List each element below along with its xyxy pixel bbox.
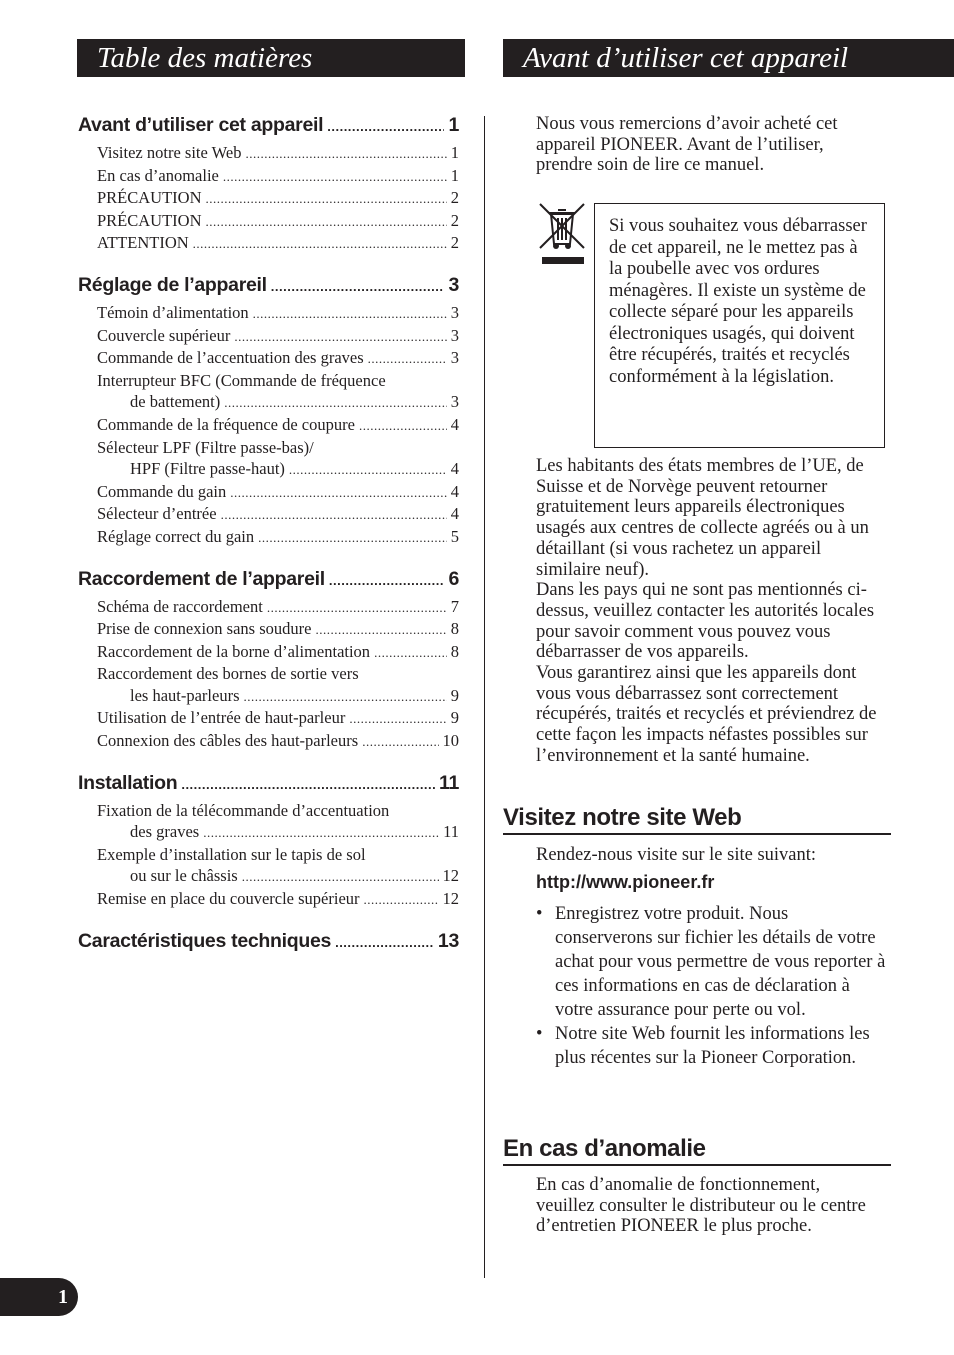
website-url-link[interactable]: http://www.pioneer.fr (536, 872, 715, 892)
toc-entry[interactable] (78, 165, 459, 188)
toc-leader-dots (244, 686, 447, 708)
toc-entry-title: Utilisation de l’entrée de haut-parleur (97, 708, 346, 728)
toc-entry[interactable] (78, 821, 459, 844)
toc-leader-dots (315, 619, 446, 641)
toc-leader-dots (181, 772, 435, 798)
toc-leader-dots (203, 822, 439, 844)
toc-leader-dots (267, 597, 447, 619)
toc-page-number: 4 (450, 414, 459, 434)
toc-leader-dots (230, 482, 447, 504)
toc-leader-dots (271, 274, 445, 300)
toc-page-number: 2 (450, 210, 459, 230)
toc-entry-title: Remise en place du couvercle supérieur (97, 889, 360, 909)
toc-page-number: 3 (450, 325, 459, 345)
toc-leader-dots (253, 303, 447, 325)
toc-leader-dots (327, 114, 444, 140)
toc-leader-dots (221, 504, 447, 526)
toc-entry[interactable] (78, 641, 459, 664)
toc-entry-line[interactable]: Raccordement des bornes de sortie vers (97, 664, 359, 684)
toc-entry-title: Commande du gain (97, 481, 227, 501)
toc-leader-dots (349, 708, 446, 730)
toc-entry[interactable] (78, 526, 459, 549)
toc-heading-title: Avant d’utiliser cet appareil (78, 114, 324, 136)
toc-entry-title: Couvercle supérieur (97, 325, 231, 345)
toc-section-heading[interactable] (78, 928, 459, 956)
toc-entry-title: Réglage correct du gain (97, 526, 255, 546)
toc-leader-dots (359, 415, 447, 437)
section-banner: Avant d’utiliser cet appareil (503, 39, 954, 77)
intro-paragraph: Nous vous remercions d’avoir acheté cet appareil PIONEER. Avant de l’utiliser, prendre soin de lire ce manuel. (536, 114, 838, 176)
eu-paragraph: Dans les pays qui ne sont pas mentionnés ci-dessus, veuillez contacter les autorités locales pour savoir comment vous pouvez vous débarrasser de vos appareils. (536, 580, 875, 663)
toc-entry-title: HPF (Filtre passe-haut) (130, 459, 285, 479)
toc-leader-dots (206, 211, 447, 233)
toc-leader-dots (206, 188, 447, 210)
toc-page-number: 13 (437, 929, 459, 952)
toc-entry[interactable] (78, 685, 459, 708)
toc-entry[interactable] (78, 707, 459, 730)
toc-page-number: 8 (450, 641, 459, 661)
toc-entry-title: Raccordement de la borne d’alimentation (97, 641, 371, 661)
toc-leader-dots (289, 459, 447, 481)
toc-heading-title: Caractéristiques techniques (78, 929, 332, 952)
toc-entry[interactable] (78, 618, 459, 641)
toc-entry-title: PRÉCAUTION (97, 210, 202, 230)
toc-section-heading[interactable] (78, 272, 459, 300)
toc-page-number: 1 (450, 165, 459, 185)
toc-entry[interactable] (78, 730, 459, 753)
toc-page-number: 9 (450, 685, 459, 705)
heading-website: Visitez notre site Web (503, 803, 891, 835)
toc-entry-title: Commande de l’accentuation des graves (97, 348, 364, 368)
toc-section (78, 272, 459, 549)
toc-heading-title: Installation (78, 771, 178, 794)
toc-section (78, 112, 459, 255)
toc-section (78, 928, 459, 956)
toc-banner: Table des matières (77, 39, 465, 77)
toc-page-number: 3 (450, 348, 459, 368)
toc-entry[interactable] (78, 142, 459, 165)
toc-entry[interactable] (78, 458, 459, 481)
toc-page-number: 4 (450, 504, 459, 524)
toc-section (78, 566, 459, 753)
toc-leader-dots (242, 866, 439, 888)
toc-entry-title: Connexion des câbles des haut-parleurs (97, 731, 359, 751)
toc-leader-dots (329, 568, 445, 594)
toc-entry-title: PRÉCAUTION (97, 188, 202, 208)
toc-page-number: 11 (443, 822, 459, 842)
toc-leader-dots (193, 233, 447, 255)
toc-leader-dots (374, 642, 447, 664)
toc-entry-line[interactable]: Interrupteur BFC (Commande de fréquence (97, 370, 386, 390)
toc-entry-title: Visitez notre site Web (97, 143, 242, 162)
eu-disposal-text (536, 456, 886, 767)
toc-entry[interactable] (78, 210, 459, 233)
toc-entry-title: Commande de la fréquence de coupure (97, 414, 355, 434)
column-divider (484, 116, 485, 1278)
toc-page-number: 3 (450, 302, 459, 322)
eu-paragraph: Vous garantirez ainsi que les appareils dont vous vous débarrassez sont correctement récupérés, traités et recyclés et préviendrez de cette façon les impacts néfastes possibles sur l’environnement et la santé humaine. (536, 663, 877, 766)
toc-entry-title: Prise de connexion sans soudure (97, 619, 312, 639)
toc-entry-title: En cas d’anomalie (97, 165, 219, 185)
toc-entry[interactable] (78, 865, 459, 888)
toc-leader-dots (224, 392, 446, 414)
heading-anomalie: En cas d’anomalie (503, 1134, 891, 1166)
toc-entry-title: de battement) (130, 392, 221, 412)
toc-entry[interactable] (78, 347, 459, 370)
toc-page-number: 4 (450, 459, 459, 479)
toc-leader-dots (364, 889, 439, 911)
toc-leader-dots (368, 348, 447, 370)
website-intro: Rendez-nous visite sur le site suivant: (536, 845, 817, 865)
toc-leader-dots (362, 731, 438, 753)
toc-entry-title: des graves (130, 822, 200, 842)
page-number: 1 (0, 1278, 78, 1316)
toc-entry[interactable] (78, 325, 459, 348)
toc-page-number: 7 (450, 596, 459, 616)
toc-heading-title: Réglage de l’appareil (78, 273, 267, 296)
toc-entry[interactable] (78, 302, 459, 325)
toc-entry-title: Schéma de raccordement (97, 596, 263, 616)
toc-leader-dots (335, 930, 434, 956)
toc-entry[interactable] (78, 187, 459, 210)
toc-entry[interactable] (78, 503, 459, 526)
toc-entry[interactable] (78, 596, 459, 619)
toc-entry[interactable] (78, 414, 459, 437)
toc-entry[interactable] (78, 481, 459, 504)
toc-heading-title: Raccordement de l’appareil (78, 567, 325, 590)
toc-section-heading[interactable] (78, 112, 459, 140)
eu-paragraph: Les habitants des états membres de l’UE, de Suisse et de Norvège peuvent retourner gratuitement leurs appareils électroniques usagés aux centres de collecte agréés ou à un détaillant (si vous rachetez un appareil similaire neuf). (536, 456, 869, 580)
toc-page-number: 2 (450, 233, 459, 253)
toc-page-number: 2 (450, 188, 459, 208)
toc-entry[interactable] (78, 232, 459, 255)
toc-entry-title: ou sur le châssis (130, 866, 238, 886)
toc-leader-dots (258, 527, 447, 549)
toc-section-heading[interactable] (78, 566, 459, 594)
toc-entry-title: ATTENTION (97, 233, 189, 253)
website-bullet-list (536, 902, 888, 1070)
toc-page-number: 10 (442, 731, 459, 751)
toc-page-number: 3 (450, 392, 459, 412)
toc-entry[interactable] (78, 888, 459, 911)
toc-page-number: 5 (450, 526, 459, 546)
toc-page-number: 3 (448, 273, 459, 296)
toc-page-number: 4 (450, 481, 459, 501)
toc-page-number: 1 (450, 143, 459, 162)
toc-page-number: 11 (438, 771, 459, 794)
table-of-contents (78, 112, 459, 973)
anomalie-paragraph: En cas d’anomalie de fonctionnement, veuillez consulter le distributeur ou le centre d’entretien PIONEER le plus proche. (536, 1175, 866, 1237)
toc-page-number: 8 (450, 619, 459, 639)
toc-entry-title: les haut-parleurs (130, 685, 240, 705)
toc-entry[interactable] (78, 391, 459, 414)
toc-leader-dots (245, 143, 446, 165)
toc-page-number: 1 (448, 114, 459, 136)
toc-entry-title: Témoin d’alimentation (97, 302, 249, 322)
toc-page-number: 12 (442, 866, 459, 886)
disposal-notice-box: Si vous souhaitez vous débarrasser de cet appareil, ne le mettez pas à la poubelle avec vos ordures ménagères. Il existe un système de collecte séparé pour les appareils électroniques usagés, qui doivent être récupérés, traités et recyclés conformément à la législation. (594, 203, 885, 448)
list-item: • Notre site Web fournit les informations les plus récentes sur la Pioneer Corporation. (536, 1022, 888, 1070)
toc-entry-title: Sélecteur d’entrée (97, 504, 217, 524)
toc-page-number: 6 (448, 567, 459, 590)
toc-section (78, 770, 459, 911)
toc-page-number: 12 (442, 889, 459, 909)
toc-page-number: 9 (450, 708, 459, 728)
list-item: • Enregistrez votre produit. Nous conserverons sur fichier les détails de votre achat pour vous permettre de vous reporter à ces informations en cas de déclaration à votre assurance pour perte ou vol. (536, 902, 888, 1022)
toc-leader-dots (234, 326, 446, 348)
toc-entry-line[interactable]: Sélecteur LPF (Filtre passe-bas)/ (97, 437, 314, 457)
toc-leader-dots (223, 166, 447, 188)
toc-entry-line[interactable]: Exemple d’installation sur le tapis de sol (97, 844, 366, 864)
toc-entry-line[interactable]: Fixation de la télécommande d’accentuation (97, 800, 390, 820)
toc-section-heading[interactable] (78, 770, 459, 798)
crossed-out-wheelie-bin-icon (538, 202, 588, 266)
